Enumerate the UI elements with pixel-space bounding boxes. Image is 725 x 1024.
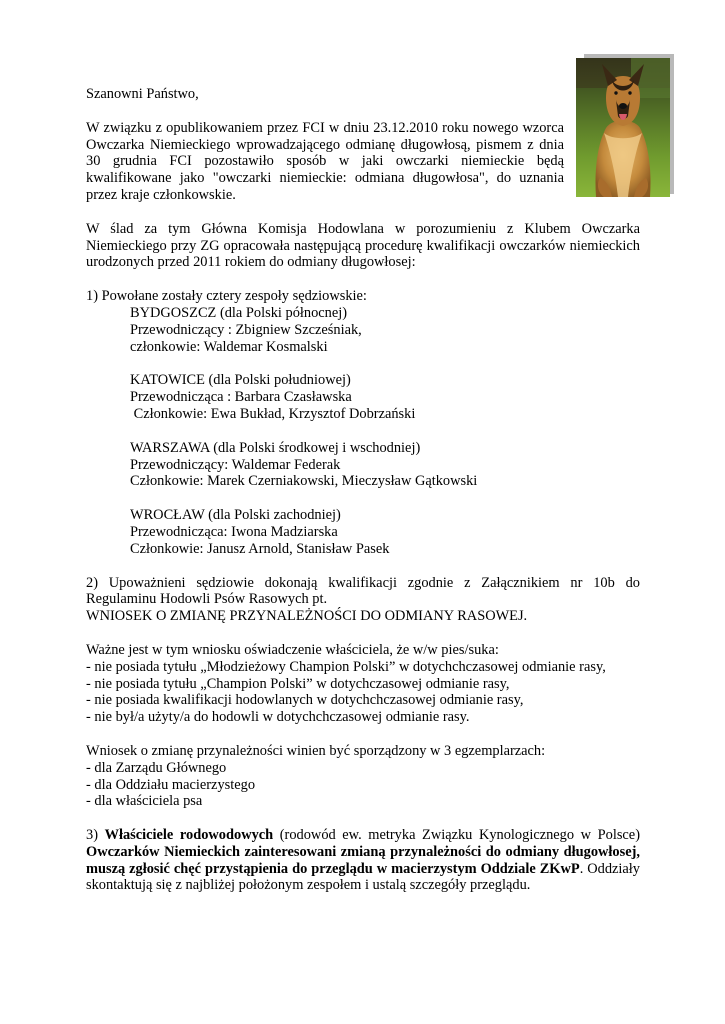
team-warszawa (86, 440, 640, 490)
team-members: Członkowie: Marek Czerniakowski, Mieczysław Gątkowski (130, 473, 478, 490)
team-city: WROCŁAW (dla Polski zachodniej) (130, 507, 341, 524)
section3-bold-owners: Właściciele rodowodowych (104, 827, 274, 844)
copies-item: - dla Oddziału macierzystego (86, 776, 256, 793)
letter-body (86, 86, 640, 894)
section3-bold-instruction: Owczarków Niemieckich zainteresowani zmianą przynależności do odmiany długowłosej, muszą zgłosić chęć przystąpienia do przeglądu w macierzystym Oddziale ZKwP (86, 843, 640, 877)
statement-item: - nie był/a użyty/a do hodowli w dotychchczasowej odmianie rasy. (86, 709, 470, 726)
section3-pedigree-note: (rodowód ew. metryka Związku Kynologicznego w Polsce) (273, 827, 640, 844)
team-members: członkowie: Waldemar Kosmalski (130, 338, 328, 355)
section3-number: 3) (86, 827, 105, 844)
team-wroclaw (86, 507, 640, 557)
copies-item: - dla Zarządu Głównego (86, 759, 227, 776)
statement-item: - nie posiada kwalifikacji hodowlanych w dotychchczasowej odmianie rasy, (86, 692, 524, 709)
section2-text: 2) Upoważnieni sędziowie dokonają kwalifikacji zgodnie z Załącznikiem nr 10b do Regulaminu Hodowli Psów Rasowych pt. (86, 574, 640, 608)
statement-intro: Ważne jest w tym wniosku oświadczenie właściciela, że w/w pies/suka: (86, 641, 499, 658)
team-chair: Przewodniczący: Waldemar Federak (130, 456, 341, 473)
team-members: Członkowie: Janusz Arnold, Stanisław Pasek (130, 540, 390, 557)
team-city: BYDGOSZCZ (dla Polski północnej) (130, 304, 348, 321)
greeting: Szanowni Państwo, (86, 86, 199, 102)
statement-item: - nie posiada tytułu „Champion Polski” w dotychczasowej odmianie rasy, (86, 675, 510, 692)
team-city: WARSZAWA (dla Polski środkowej i wschodniej) (130, 439, 421, 456)
team-city: KATOWICE (dla Polski południowej) (130, 372, 351, 389)
team-members: Członkowie: Ewa Bukład, Krzysztof Dobrzański (130, 405, 416, 422)
copies-intro: Wniosek o zmianę przynależności winien być sporządzony w 3 egzemplarzach: (86, 742, 546, 759)
section3-closing: . Oddziały skontaktują się z najbliżej położonym zespołem i ustalą szczegóły przeglądu. (86, 860, 640, 894)
team-bydgoszcz (86, 305, 640, 355)
paragraph-intro: W związku z opublikowaniem przez FCI w dniu 23.12.2010 roku nowego wzorca Owczarka Niemieckiego wprowadzającego odmianę długowłosą, pismem z dnia 30 grudnia FCI pozostawiło sposób w jaki owczarki niemieckie będą kwalifikowane jako "owczarki niemieckie: odmiana długowłosa", do uznania przez kraje członkowskie. (86, 119, 564, 203)
section2-form-title: WNIOSEK O ZMIANĘ PRZYNALEŻNOŚCI DO ODMIANY RASOWEJ. (86, 608, 528, 625)
statement-item: - nie posiada tytułu „Młodzieżowy Champion Polski” w dotychchczasowej odmianie rasy, (86, 658, 606, 675)
team-chair: Przewodnicząca : Barbara Czasławska (130, 389, 352, 406)
team-chair: Przewodnicząca: Iwona Madziarska (130, 523, 338, 540)
section3-paragraph (86, 827, 640, 894)
paragraph-procedure: W ślad za tym Główna Komisja Hodowlana w porozumieniu z Klubem Owczarka Niemieckiego przy ZG opracowała następującą procedurę kwalifikacji owczarków niemieckich urodzonych przed 2011 rokiem do odmiany długowłosej: (86, 220, 640, 271)
team-katowice (86, 372, 640, 422)
copies-item: - dla właściciela psa (86, 793, 203, 810)
section1-heading: 1) Powołane zostały cztery zespoły sędziowskie: (86, 288, 367, 305)
team-chair: Przewodniczący : Zbigniew Szcześniak, (130, 321, 362, 338)
